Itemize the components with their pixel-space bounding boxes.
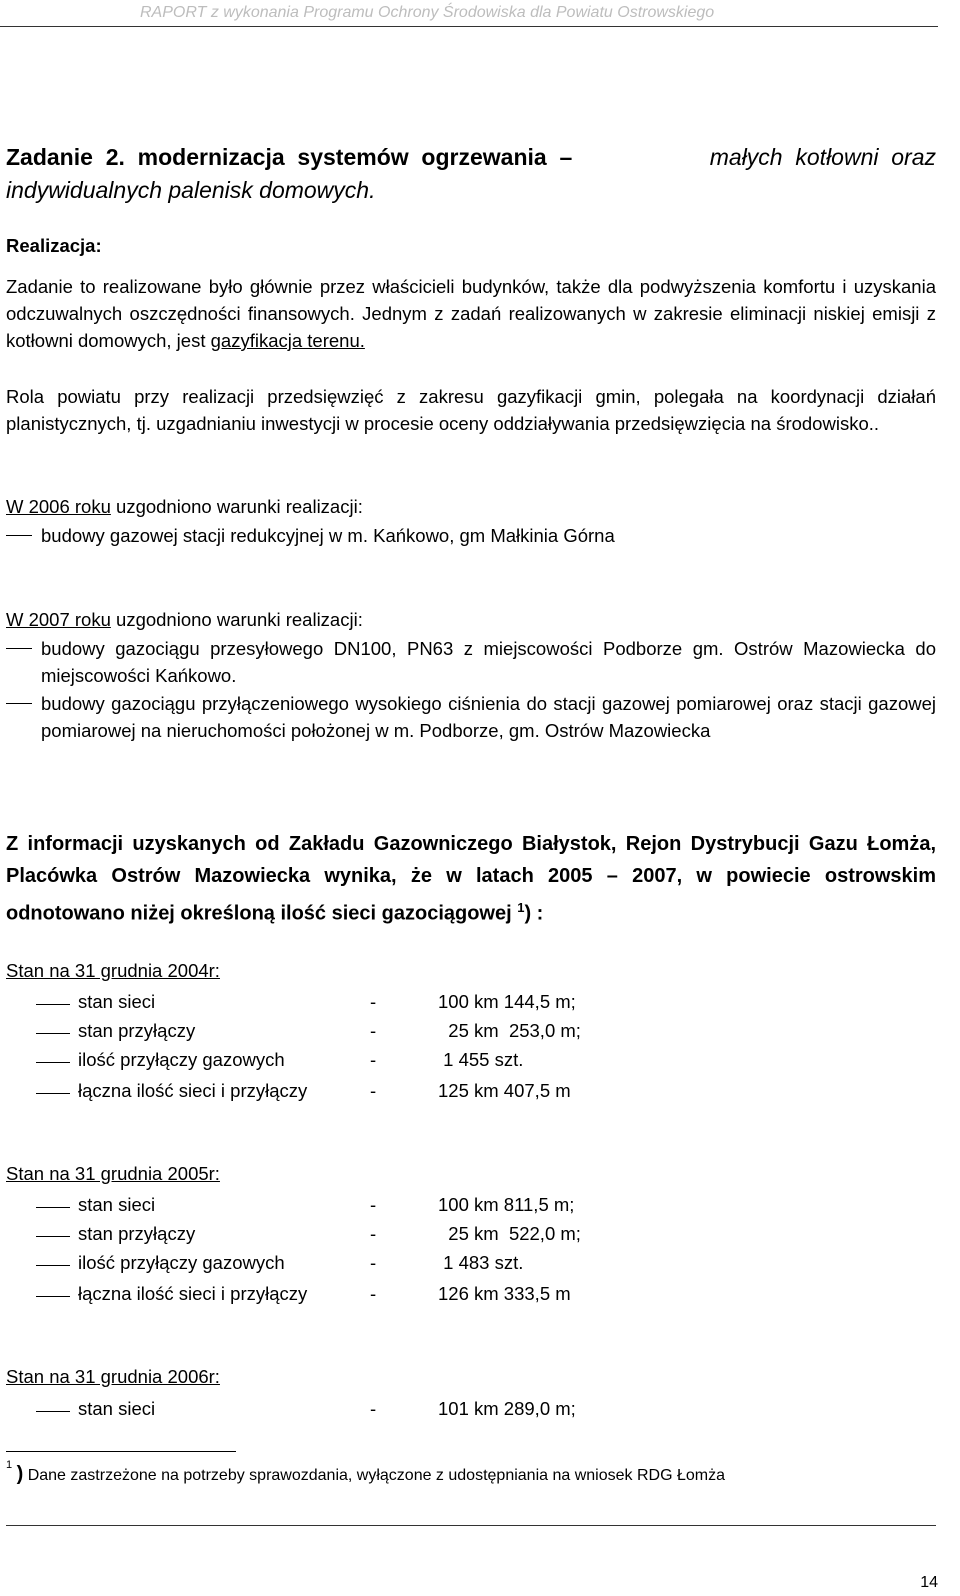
stat-row: [6, 1194, 706, 1220]
stat-row: [6, 1398, 706, 1424]
running-header: [0, 0, 938, 27]
footnote-mark: 1: [6, 1459, 13, 1471]
footnote: [6, 1459, 725, 1486]
stat-separator: -: [370, 1223, 377, 1244]
stat-separator: -: [370, 1020, 377, 1041]
year-2006-item-text: budowy gazowej stacji redukcyjnej w m. Kańkowo, gm Małkinia Górna: [41, 525, 615, 546]
stat-separator: -: [370, 1194, 377, 1215]
realizacja-p1-text: Zadanie to realizowane było głównie przez właścicieli budynków, także dla podwyższenia komfortu i uzyskania odczuwalnych oszczędności finansowych. Jednym z zadań realizowanych w zakresie eliminacji niskiej emisji z kotłowni domowych, jest: [6, 276, 936, 351]
year-2007-item: [6, 690, 936, 744]
realizacja-p1-link: gazyfikacja terenu.: [210, 330, 365, 351]
running-header-title: RAPORT z wykonania Programu Ochrony Środowiska dla Powiatu Ostrowskiego: [140, 4, 715, 21]
year-2007-label: [6, 606, 936, 633]
dash-bullet: [6, 535, 32, 536]
summary-tail: ) :: [524, 902, 544, 925]
dash-bullet: [36, 1207, 70, 1208]
stat-label: ilość przyłączy gazowych: [78, 1049, 285, 1070]
task-heading-italic-a: małych kotłowni oraz: [709, 144, 936, 170]
dash-bullet: [6, 648, 32, 649]
stat-title-2006: Stan na 31 grudnia 2006r:: [6, 1366, 220, 1387]
stat-value: 25 km 522,0 m;: [438, 1223, 581, 1244]
stat-row: [6, 1252, 706, 1278]
dash-bullet: [36, 1296, 70, 1297]
stat-row: [6, 991, 706, 1017]
stat-label: stan sieci: [78, 1194, 156, 1215]
year-2007-underlined: W 2007 roku: [6, 609, 111, 630]
realizacja-label: Realizacja:: [6, 235, 102, 256]
stat-separator: -: [370, 991, 377, 1012]
dash-bullet: [36, 1062, 70, 1063]
year-2006-item: [6, 522, 936, 549]
stat-title-2004: Stan na 31 grudnia 2004r:: [6, 960, 220, 981]
stat-value: 126 km 333,5 m: [438, 1283, 571, 1304]
stat-label: stan przyłączy: [78, 1020, 196, 1041]
summary-paragraph: [6, 828, 936, 930]
footnote-paren: ): [16, 1463, 24, 1485]
realizacja-paragraph-2: Rola powiatu przy realizacji przedsięwzięć z zakresu gazyfikacji gmin, polegała na koordynacji działań planistycznych, tj. uzgadnianiu inwestycji w procesie oceny oddziaływania przedsięwzięcia na środowisko..: [6, 386, 936, 434]
year-2007-item: [6, 635, 936, 689]
year-2006-underlined: W 2006 roku: [6, 496, 111, 517]
realizacja-paragraph-1: [6, 273, 936, 354]
dash-bullet: [36, 1265, 70, 1266]
stat-label: łączna ilość sieci i przyłączy: [78, 1283, 308, 1304]
stat-separator: -: [370, 1252, 377, 1273]
footer-rule: [6, 1525, 936, 1526]
stat-value: 100 km 811,5 m;: [438, 1194, 575, 1215]
stat-separator: -: [370, 1398, 377, 1419]
stat-row: [6, 1020, 706, 1046]
dash-bullet: [6, 703, 32, 704]
stat-separator: -: [370, 1080, 377, 1101]
stat-value: 25 km 253,0 m;: [438, 1020, 581, 1041]
dash-bullet: [36, 1093, 70, 1094]
stat-label: stan sieci: [78, 1398, 156, 1419]
dash-bullet: [36, 1004, 70, 1005]
dash-bullet: [36, 1236, 70, 1237]
stat-label: łączna ilość sieci i przyłączy: [78, 1080, 308, 1101]
dash-bullet: [36, 1411, 70, 1412]
year-2006-rest: uzgodniono warunki realizacji:: [110, 496, 363, 517]
stat-label: ilość przyłączy gazowych: [78, 1252, 285, 1273]
stat-value: 1 483 szt.: [438, 1252, 524, 1273]
year-2007-item-text: budowy gazociągu przyłączeniowego wysokiego ciśnienia do stacji gazowej pomiarowej oraz stacji gazowej pomiarowej na nieruchomości położonej w m. Podborze, gm. Ostrów Mazowiecka: [41, 693, 936, 741]
stat-label: stan sieci: [78, 991, 156, 1012]
stat-value: 1 455 szt.: [438, 1049, 524, 1070]
year-2006-label: [6, 493, 936, 520]
stat-title-2005: Stan na 31 grudnia 2005r:: [6, 1163, 220, 1184]
footnote-ref: 1: [517, 900, 525, 915]
stat-separator: -: [370, 1283, 377, 1304]
dash-bullet: [36, 1033, 70, 1034]
year-2007-rest: uzgodniono warunki realizacji:: [110, 609, 363, 630]
stat-row: [6, 1049, 706, 1075]
stat-value: 100 km 144,5 m;: [438, 991, 576, 1012]
footnote-text: Dane zastrzeżone na potrzeby sprawozdania, wyłączone z udostępniania na wniosek RDG Łomża: [27, 1467, 725, 1484]
year-2007-item-text: budowy gazociągu przesyłowego DN100, PN63 z miejscowości Podborze gm. Ostrów Mazowiecka do miejscowości Kańkowo.: [41, 638, 936, 686]
stat-row: [6, 1283, 706, 1309]
task-heading-italic-b: indywidualnych palenisk domowych.: [6, 177, 376, 203]
stat-value: 125 km 407,5 m: [438, 1080, 571, 1101]
task-heading-bold: Zadanie 2. modernizacja systemów ogrzewania –: [6, 144, 573, 170]
stat-label: stan przyłączy: [78, 1223, 196, 1244]
stat-row: [6, 1223, 706, 1249]
stat-separator: -: [370, 1049, 377, 1070]
footnote-separator: [6, 1451, 236, 1452]
stat-value: 101 km 289,0 m;: [438, 1398, 576, 1419]
page-number: 14: [920, 1574, 938, 1591]
summary-text: Z informacji uzyskanych od Zakładu Gazowniczego Białystok, Rejon Dystrybucji Gazu Łomża, Placówka Ostrów Mazowiecka wynika, że w latach 2005 – 2007, w powiecie ostrowskim odnotowano niżej określoną ilość sieci gazociągowej: [6, 833, 936, 925]
task-heading: [6, 141, 936, 207]
stat-row: [6, 1080, 706, 1106]
